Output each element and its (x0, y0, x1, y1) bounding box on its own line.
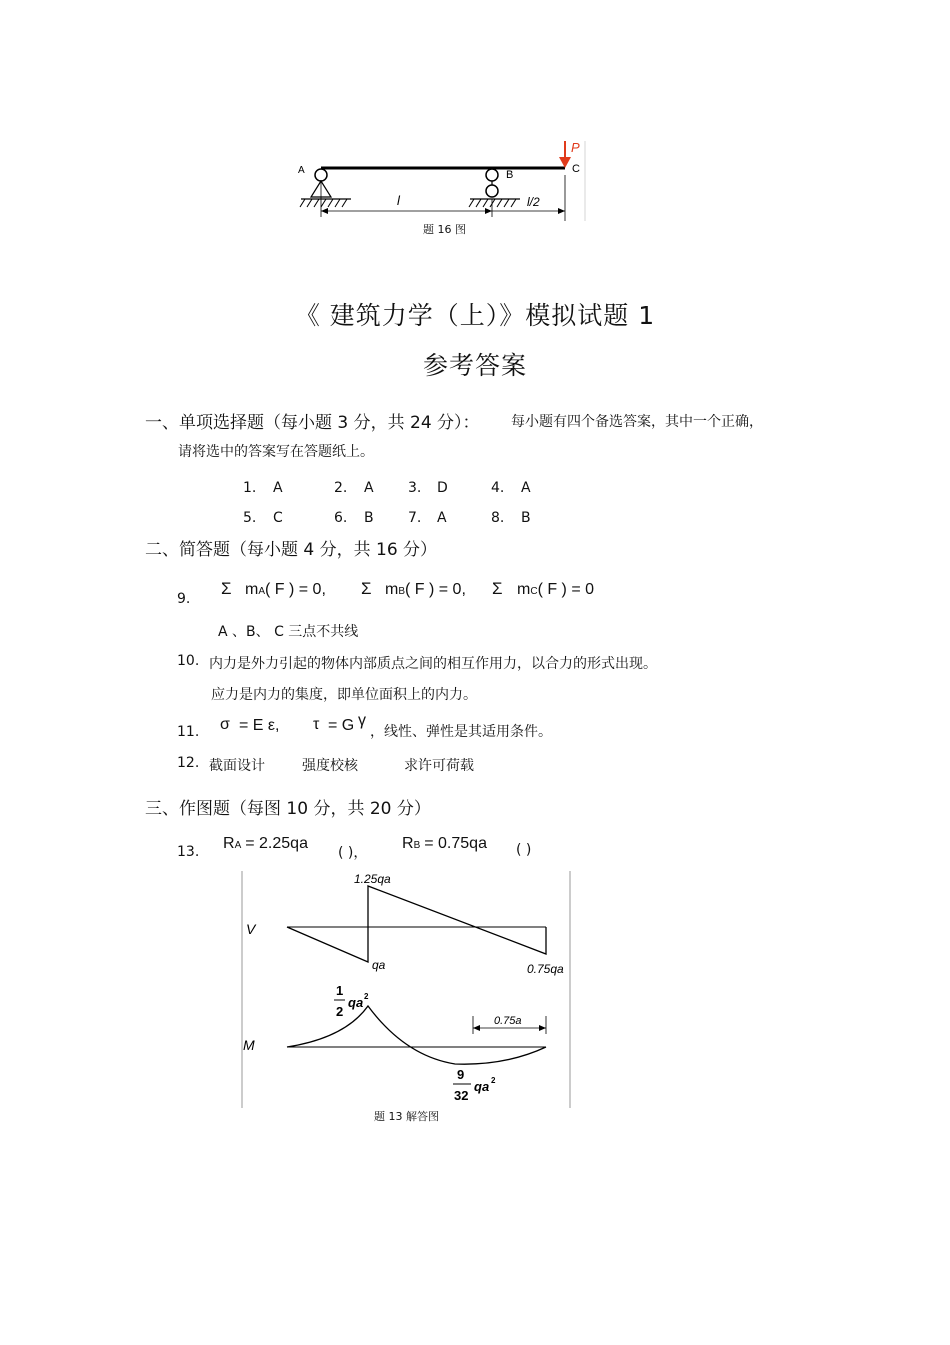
section-1-note-line2: 请将选中的答案写在答题纸上。 (178, 444, 374, 460)
label-p: P (571, 140, 580, 155)
q9-sigma-3: Σ (492, 579, 503, 598)
q9-sigma-1: Σ (221, 579, 232, 598)
figure-13-caption: 题 13 解答图 (374, 1110, 439, 1123)
q11-number: 11. (177, 724, 200, 740)
m-min-exp: 2 (491, 1076, 496, 1085)
label-c: C (572, 163, 580, 175)
label-l: l (397, 193, 400, 208)
v-curve (287, 886, 546, 962)
answer-6-num: 6. (334, 510, 348, 526)
answer-7-val: A (437, 510, 447, 526)
q13-ra: RA = 2.25qa (223, 835, 308, 852)
m-peak-num: 1 (336, 983, 344, 998)
page-subtitle: 参考答案 (422, 351, 527, 380)
q10-number: 10. (177, 653, 200, 669)
v-label: V (246, 921, 256, 937)
page-title: 《 建筑力学（上）》模拟试题 1 (294, 301, 656, 330)
answer-7-num: 7. (408, 510, 422, 526)
q13-paren-1: ( )， (338, 845, 368, 861)
section-3-heading: 三、作图题（每图 10 分，共 20 分） (145, 799, 431, 819)
section-1-note: 每小题有四个备选答案，其中一个正确， (511, 414, 763, 430)
answer-2-val: A (364, 480, 374, 496)
q12-number: 12. (177, 755, 200, 771)
m-min-num: 9 (457, 1067, 465, 1082)
v-max-label: 1.25qa (354, 872, 391, 886)
q12-a: 截面设计 (209, 758, 265, 774)
q9-mc: mC( F ) = 0 (517, 581, 595, 598)
figure-16-caption: 题 16 图 (423, 223, 466, 236)
answer-3-num: 3. (408, 480, 422, 496)
v-end-label: 0.75qa (527, 962, 564, 976)
q11-eq2: = G (328, 717, 355, 734)
q10-line1: 内力是外力引起的物体内部质点之间的相互作用力，以合力的形式出现。 (209, 656, 657, 672)
q11-eq1: = E ε, (239, 717, 280, 734)
m-peak-tail: qa (348, 995, 364, 1010)
support-b-hinge-top (486, 169, 498, 181)
answer-8-val: B (521, 510, 531, 526)
label-b: B (506, 169, 514, 181)
answer-1-val: A (273, 480, 283, 496)
answer-1-num: 1. (243, 480, 257, 496)
answer-3-val: D (437, 480, 448, 496)
q13-paren-2: ( ) (516, 842, 532, 858)
dim-label: 0.75a (494, 1015, 522, 1027)
answer-4-num: 4. (491, 480, 505, 496)
m-peak-den: 2 (336, 1004, 344, 1019)
q12-c: 求许可荷载 (404, 758, 474, 774)
label-a: A (298, 165, 305, 176)
q10-line2: 应力是内力的集度，即单位面积上的内力。 (211, 687, 477, 703)
m-min-den: 32 (454, 1088, 469, 1103)
q9-ma: mA( F ) = 0, (245, 581, 326, 598)
q12-b: 强度校核 (302, 758, 358, 774)
q9-sigma-2: Σ (361, 579, 372, 598)
q11-gamma: γ (358, 712, 366, 729)
answer-8-num: 8. (491, 510, 505, 526)
q11-tau: τ (313, 716, 320, 733)
q9-number: 9. (177, 591, 191, 607)
answer-5-val: C (273, 510, 283, 526)
q9-mb: mB( F ) = 0, (385, 581, 466, 598)
section-2-heading: 二、简答题（每小题 4 分，共 16 分） (145, 540, 438, 560)
v-min-label: qa (372, 958, 386, 972)
answer-2-num: 2. (334, 480, 348, 496)
q11-sigma: σ (220, 716, 230, 733)
q13-rb: RB = 0.75qa (402, 835, 487, 852)
m-peak-exp: 2 (364, 992, 369, 1001)
answer-6-val: B (364, 510, 374, 526)
q11-tail: ，线性、弹性是其适用条件。 (370, 724, 552, 740)
support-b-hinge-bottom (486, 185, 498, 197)
section-1-heading: 一、单项选择题（每小题 3 分，共 24 分）： (145, 413, 480, 433)
q13-number: 13. (177, 844, 200, 860)
m-label: M (243, 1037, 255, 1053)
answer-4-val: A (521, 480, 531, 496)
q9-line2: A 、B、 C 三点不共线 (218, 624, 359, 640)
figure-13-shear-moment-diagram (235, 866, 580, 1111)
answer-5-num: 5. (243, 510, 257, 526)
label-l-half: l/2 (527, 195, 540, 209)
m-min-tail: qa (474, 1079, 490, 1094)
support-a-hinge (315, 169, 327, 181)
